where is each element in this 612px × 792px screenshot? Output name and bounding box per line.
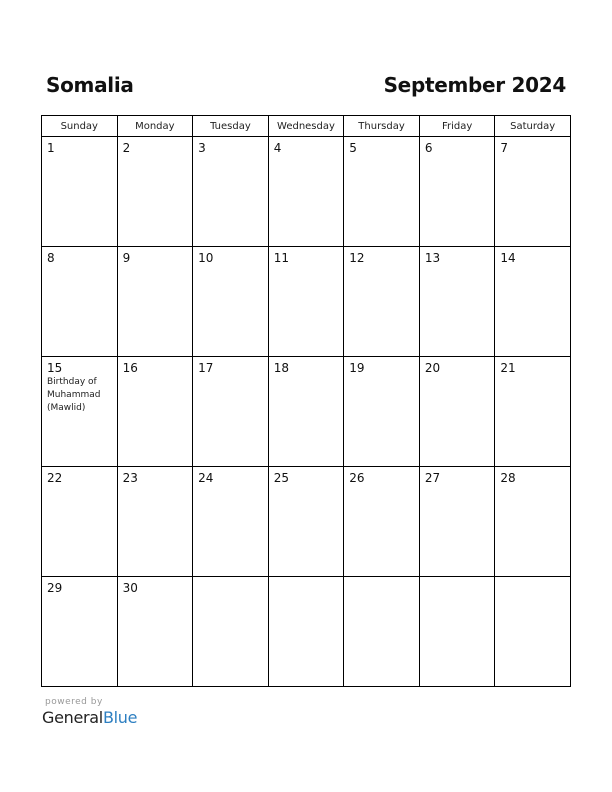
day-number: 17: [198, 361, 214, 375]
day-number: 16: [122, 361, 138, 375]
day-number: [420, 577, 495, 581]
day-cell: [42, 247, 118, 357]
day-number: 11: [273, 251, 289, 265]
powered-by-text: powered by: [45, 697, 103, 707]
day-number: 23: [122, 471, 138, 485]
day-cell: [419, 247, 495, 357]
day-cell: [117, 357, 193, 467]
day-number: 7: [500, 141, 509, 155]
day-cell: [419, 137, 495, 247]
weekday-friday: Friday: [419, 116, 495, 137]
day-cell-empty: [419, 577, 495, 687]
day-cell: [495, 467, 571, 577]
day-cell: [117, 467, 193, 577]
day-cell: [193, 247, 269, 357]
calendar-header: [46, 70, 566, 100]
day-number: 20: [424, 361, 441, 375]
day-number: 30: [122, 581, 138, 595]
day-number: [344, 577, 419, 581]
day-number: 22: [47, 471, 63, 485]
weekday-wednesday: Wednesday: [268, 116, 344, 137]
brand-blue-text: Blue: [102, 708, 138, 727]
day-cell: [419, 467, 495, 577]
day-cell: [268, 357, 344, 467]
weekday-thursday: Thursday: [344, 116, 420, 137]
footer-branding: [42, 697, 137, 728]
day-number: 12: [349, 251, 365, 265]
day-cell: [344, 467, 420, 577]
day-number: 8: [47, 251, 55, 265]
day-cell: [42, 467, 118, 577]
day-number: 1: [47, 141, 55, 155]
weekday-tuesday: Tuesday: [193, 116, 269, 137]
day-number: 2: [122, 141, 131, 155]
day-cell: [42, 577, 118, 687]
week-row-5: [42, 577, 571, 687]
day-number: [269, 577, 344, 581]
week-row-2: [42, 247, 571, 357]
day-cell: [42, 137, 118, 247]
holiday-label: Birthday of Muhammad (Mawlid): [47, 377, 101, 413]
calendar-grid: [41, 115, 571, 687]
week-row-4: [42, 467, 571, 577]
day-number: 21: [500, 361, 516, 375]
day-number: 13: [424, 251, 441, 265]
day-cell: [193, 467, 269, 577]
day-cell: [419, 357, 495, 467]
generalblue-logo[interactable]: [42, 708, 137, 728]
day-cell-empty: [268, 577, 344, 687]
week-row-1: [42, 137, 571, 247]
day-cell: [268, 467, 344, 577]
day-cell: [495, 137, 571, 247]
day-cell-empty: [193, 577, 269, 687]
day-number: 5: [349, 141, 357, 155]
day-cell: [344, 357, 420, 467]
day-cell-empty: [344, 577, 420, 687]
day-number: 26: [349, 471, 365, 485]
day-number: 3: [198, 141, 206, 155]
day-number: 28: [500, 471, 516, 485]
day-cell-empty: [495, 577, 571, 687]
day-number: 19: [349, 361, 365, 375]
day-number: 10: [198, 251, 214, 265]
day-number: 4: [273, 141, 282, 155]
month-title: September 2024: [383, 73, 566, 97]
day-number: [495, 577, 570, 581]
day-number: 14: [500, 251, 516, 265]
brand-general-text: General: [42, 708, 103, 727]
weekday-header-row: [42, 116, 571, 137]
day-number: 9: [122, 251, 131, 265]
day-cell: [42, 357, 118, 467]
week-row-3: [42, 357, 571, 467]
day-number: [193, 577, 268, 581]
weekday-saturday: Saturday: [495, 116, 571, 137]
weekday-sunday: Sunday: [42, 116, 118, 137]
day-cell: [268, 137, 344, 247]
day-number: 24: [198, 471, 214, 485]
day-cell: [117, 247, 193, 357]
day-cell: [268, 247, 344, 357]
day-cell: [193, 357, 269, 467]
day-number: 15: [47, 361, 63, 375]
day-number: 6: [424, 141, 433, 155]
day-number: 27: [424, 471, 441, 485]
day-number: 18: [273, 361, 289, 375]
day-cell: [495, 247, 571, 357]
day-cell: [344, 137, 420, 247]
day-cell: [117, 137, 193, 247]
day-number: 29: [47, 581, 63, 595]
day-cell: [344, 247, 420, 357]
day-cell: [193, 137, 269, 247]
day-cell: [117, 577, 193, 687]
day-number: 25: [273, 471, 289, 485]
country-title: Somalia: [46, 73, 134, 97]
weekday-monday: Monday: [117, 116, 193, 137]
day-cell: [495, 357, 571, 467]
